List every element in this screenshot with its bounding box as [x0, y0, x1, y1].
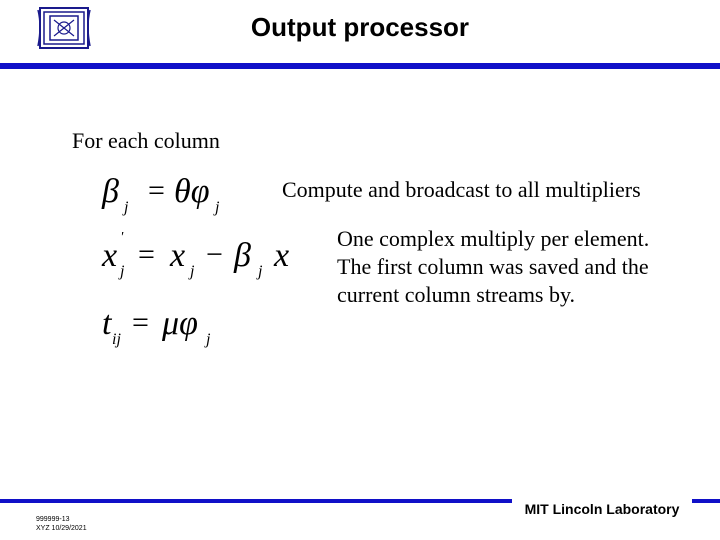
- equation-t: [100, 300, 240, 350]
- compute-text: Compute and broadcast to all multipliers: [282, 177, 641, 202]
- eq2-equals: =: [138, 238, 155, 271]
- eq3-lhs: t: [102, 305, 112, 342]
- eq1-rhs-sub: j: [215, 199, 220, 216]
- eq1-equals: =: [148, 174, 165, 207]
- eq2-prime: ': [120, 232, 124, 246]
- lab-name: MIT Lincoln Laboratory: [512, 494, 692, 520]
- eq2-t1-sub: j: [190, 263, 195, 280]
- eq2-t2: β: [234, 237, 251, 274]
- header-divider: [0, 63, 720, 69]
- page-title: Output processor: [250, 12, 470, 42]
- multiply-line-3: current column streams by.: [337, 282, 576, 307]
- equation-beta: [100, 168, 240, 218]
- eq3-lhs-sub: ij: [112, 331, 121, 348]
- eq2-lhs: x: [102, 237, 118, 274]
- multiply-line-1: One complex multiply per element.: [337, 226, 650, 251]
- eq2-minus: −: [206, 238, 223, 271]
- footer-code-1: 999999-13: [36, 516, 70, 523]
- eq3-rhs-sub: j: [206, 331, 211, 348]
- footer-code-2: XYZ 10/29/2021: [36, 525, 87, 532]
- equation-update: [100, 232, 300, 288]
- eq3-rhs: μφ: [162, 305, 198, 342]
- multiply-text: [337, 225, 707, 309]
- eq1-lhs: β: [102, 173, 119, 210]
- eq2-lhs-sub: j: [120, 263, 125, 280]
- eq2-t3: x: [274, 237, 290, 274]
- multiply-line-2: The first column was saved and the: [337, 254, 649, 279]
- eq3-equals: =: [132, 306, 149, 339]
- eq1-lhs-sub: j: [124, 199, 129, 216]
- eq1-rhs: θφ: [174, 173, 210, 210]
- for-each-text: For each column: [72, 128, 220, 153]
- eq2-t1: x: [170, 237, 186, 274]
- eq2-t2-sub: j: [258, 263, 263, 280]
